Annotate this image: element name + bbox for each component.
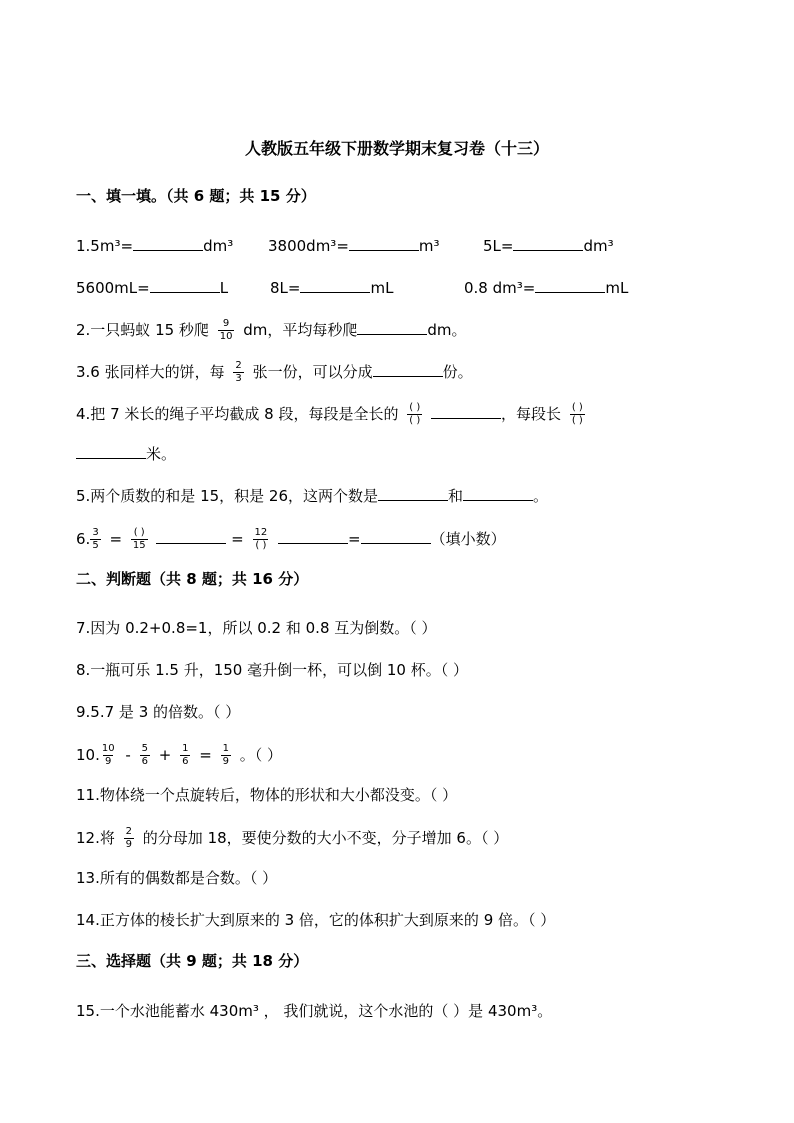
section-heading-fill: 一、填一填。（共 6 题；共 15 分） bbox=[76, 187, 316, 205]
answer-blank[interactable] bbox=[76, 444, 146, 459]
question-11: 11.物体绕一个点旋转后，物体的形状和大小都没变。（ ） bbox=[76, 786, 458, 804]
section-heading-choice: 三、选择题（共 9 题；共 18 分） bbox=[76, 952, 309, 970]
question-4-cont: 米。 bbox=[76, 444, 176, 464]
fraction: $\frac{12}{( )}$ bbox=[254, 527, 268, 551]
fraction: $\frac{1}{9}$ bbox=[222, 743, 229, 767]
answer-blank[interactable] bbox=[535, 278, 605, 293]
fraction: $\frac{( )}{( )}$ bbox=[571, 402, 583, 426]
q1-f: 0.8 dm³= mL bbox=[464, 279, 629, 297]
fraction: $\frac{1}{6}$ bbox=[182, 743, 189, 767]
question-13: 13.所有的偶数都是合数。（ ） bbox=[76, 869, 278, 887]
fraction: $\frac{2}{9}$ bbox=[125, 826, 133, 850]
answer-blank[interactable] bbox=[378, 486, 448, 501]
question-3: 3.6 张同样大的饼，每 $\frac{2}{3}$ 张一份，可以分成 份。 bbox=[76, 360, 473, 384]
answer-blank[interactable] bbox=[133, 236, 203, 251]
fraction: $\frac{9}{10}$ bbox=[219, 318, 233, 342]
answer-blank[interactable] bbox=[431, 404, 501, 419]
fraction: $\frac{( )}{15}$ bbox=[132, 527, 146, 551]
answer-blank[interactable] bbox=[357, 320, 427, 335]
q1-b: 3800dm³= m³ bbox=[268, 237, 440, 255]
question-15: 15.一个水池能蓄水 430m³ ， 我们就说，这个水池的（ ）是 430m³。 bbox=[76, 1002, 553, 1020]
question-7: 7.因为 0.2+0.8=1，所以 0.2 和 0.8 互为倒数。（ ） bbox=[76, 619, 437, 637]
section-heading-judge: 二、判断题（共 8 题；共 16 分） bbox=[76, 570, 309, 588]
answer-blank[interactable] bbox=[513, 236, 583, 251]
question-14: 14.正方体的棱长扩大到原来的 3 倍，它的体积扩大到原来的 9 倍。（ ） bbox=[76, 911, 556, 929]
fraction: $\frac{5}{6}$ bbox=[141, 743, 148, 767]
question-5: 5.两个质数的和是 15，积是 26，这两个数是 和 。 bbox=[76, 487, 549, 505]
answer-blank[interactable] bbox=[373, 362, 443, 377]
answer-blank[interactable] bbox=[278, 529, 348, 544]
question-6: 6. $\frac{3}{5}$ = $\frac{( )}{15}$ = $\frac{12}{( )}$ = （填小数） bbox=[76, 527, 506, 551]
fraction: $\frac{2}{3}$ bbox=[235, 360, 242, 384]
question-9: 9.5.7 是 3 的倍数。（ ） bbox=[76, 703, 241, 721]
question-4: 4.把 7 米长的绳子平均截成 8 段，每段是全长的 $\frac{( )}{( )}$ ，每段长 $\frac{( )}{( )}$ bbox=[76, 402, 583, 426]
question-2: 2.一只蚂蚁 15 秒爬 $\frac{9}{10}$ dm，平均每秒爬 dm。 bbox=[76, 318, 467, 342]
fraction: $\frac{3}{5}$ bbox=[92, 527, 99, 551]
answer-blank[interactable] bbox=[150, 278, 220, 293]
q1-e: 8L= mL bbox=[270, 279, 394, 297]
answer-blank[interactable] bbox=[156, 529, 226, 544]
q1-a: 1.5m³= dm³ bbox=[76, 237, 234, 255]
answer-blank[interactable] bbox=[463, 486, 533, 501]
question-8: 8.一瓶可乐 1.5 升，150 毫升倒一杯，可以倒 10 杯。（ ） bbox=[76, 661, 468, 679]
fraction: $\frac{10}{9}$ bbox=[101, 743, 115, 767]
question-12: 12.将 $\frac{2}{9}$ 的分母加 18，要使分数的大小不变，分子增加 6。（ ） bbox=[76, 826, 509, 850]
answer-blank[interactable] bbox=[349, 236, 419, 251]
answer-blank[interactable] bbox=[361, 529, 431, 544]
page-title: 人教版五年级下册数学期末复习卷（十三） bbox=[244, 139, 549, 158]
fraction: $\frac{( )}{( )}$ bbox=[409, 402, 421, 426]
question-10: 10. $\frac{10}{9}$ - $\frac{5}{6}$ + $\frac{1}{6}$ = $\frac{1}{9}$ 。（ ） bbox=[76, 743, 283, 767]
q1-d: 5600mL= L bbox=[76, 279, 229, 297]
answer-blank[interactable] bbox=[300, 278, 370, 293]
q1-c: 5L= dm³ bbox=[483, 237, 614, 255]
